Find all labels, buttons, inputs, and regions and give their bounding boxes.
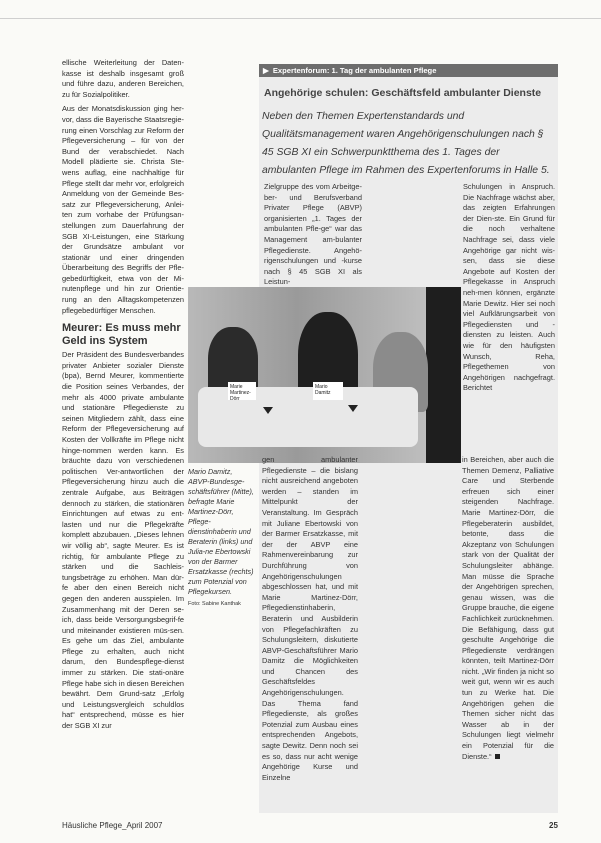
article-lead: Neben den Themen Expertenstandards und Qualitätsmanagement waren Angehörigenschulungen nach § 45 SGB XI ein Schwerpunktthema des 1. Tages der ambulanten Pflege im Rahmen des Expertenforums in Halle 5.	[262, 111, 550, 176]
footer-publication: Häusliche Pflege_April 2007	[62, 821, 163, 830]
left-paragraph-2: Aus der Monatsdiskussion ging her-vor, dass die Bayerische Staatsregie-rung einen Vorschlag zur Reform der Pflegeversicherung – für von der Bund der verabschiedet. Nach Modell plädierte sie. Christa Ste-wens auflag, eine nachhaltige für Pflege stellt dar mehr vor, erfolgreich Anmeldung von der Gemeinde Bes-satz zur Pflegeversicherung, Anlei-ten zum vorhabe der Prüfungsan-stellungen zum Dauerfahrung der SGB XI-Leistungen, eine Stärkung der Grundsätze ambulant vor stationär und einer dringenden Überarbeitung des Begriffs der Pfle-gebedürftigkeit, etwa von der Mi-nutenpflege und hin zur Orientie-rung an den Alltagskompetenzen pflegebedürftiger Menschen.	[62, 104, 185, 315]
photo-credit: Foto: Sabine Kanthak	[188, 601, 241, 607]
end-mark-icon	[495, 754, 500, 759]
article-headline: Angehörige schulen: Geschäftsfeld ambulanter Dienste	[264, 87, 542, 99]
caption-text: Mario Damitz, ABVP-Bundesge-schäftsführer (Mitte), befragte Marie Martinez-Dörr, Pflege-dienstinhaberin und Beraterin (links) und Julia-ne Ebertowski von der Barmer Ersatzkasse (rechts) zum Potenzial von Pflegekursen.	[188, 467, 254, 596]
article-column-1-top: Zielgruppe des vom Arbeitge-ber- und Berufsverband Privater Pflege (ABVP) organisierten „1. Tages der ambulanten Pfle-ge“ war das Management am-bulanter Pflegedienste. Angehö-rigenschulungen und -kurse nach § 45 SGB XI als Leistun-	[264, 182, 362, 287]
logo-triangle-icon	[263, 407, 273, 414]
article-column-3-bottom-text: in Bereichen, aber auch die Themen Demenz, Palliative Care und Sterbende erfreuen sich einer steigenden Nachfrage. Marie Martinez-Dörr, die Pflegeberaterin ausbildet, betonte, dass die Akzeptanz von Schulungen stark von der Qualität der Schulungsleiter abhänge. Man müsse die Sprache der Angehörigen sprechen, genau wissen, was die Gruppe brauche, die eigene Fachlichkeit zurücknehmen. Die Befähigung, dass gut geschulte Angehörige die Pflegedienste verdrängen könnten, teilt Martinez-Dörr nicht. „Wir finden ja nicht so weit gut, wenn wir es auch tun zu Werke hat. Die Angehörigen gehen die Themen sicher nicht das Wasser ab in der Schulungen liegt vielmehr ein Potenzial für die Dienste.“	[462, 455, 554, 761]
section-tag-bar	[259, 64, 558, 77]
name-card-left: Marie Martinez-Dörr	[228, 382, 256, 400]
section-tag-text: Expertenforum: 1. Tag der ambulanten Pflege	[272, 66, 437, 75]
article-column-3-bottom	[462, 455, 554, 762]
article-column-3-top: Schulungen in Anspruch. Die Nachfrage wächst aber, das zeigten Erfahrungen der Dien-ste. Ein Grund für die noch verhaltene Nachfrage sei, dass viele Angehörige gar nicht wis-sen, dass sie diese Angebote auf Kosten der Pflegekasse in Anspruch neh-men können, ergänzte Marie Dewitz. Hier sei noch viel Aufklärungsarbeit von Pflegediensten und -diensten zu leisten. Auch wie für den häufigsten Wunsch, Reha, Pflegethemen von Angehörigen nachgefragt. Berichtet	[463, 182, 555, 393]
photo-caption	[188, 467, 254, 609]
photo-banner	[426, 287, 461, 463]
name-card-middle: Mario Damitz	[313, 382, 343, 400]
left-section-heading: Meurer: Es muss mehr Geld ins System	[62, 322, 181, 348]
play-arrow-icon: ▶	[263, 66, 269, 75]
event-photo	[188, 287, 461, 463]
left-column	[62, 58, 184, 736]
article-column-1-bottom: gen ambulanter Pflegedienste – die bislang nicht ausreichend angeboten werden – standen im Mittelpunkt der Veranstaltung. Im Gespräch mit Juliane Ebertowski von der Barmer Ersatzkasse, mit der der ABVP eine Rahmenvereinbarung zur Durchführung von Angehörigenschulungen abgeschlossen hat, und mit Marie Martinez-Dörr, Pflegedienstinhaberin, Beraterin und Ausbilderin von Pflegefachkräften zu Schulungsleitern, diskutierte ABVP-Geschäftsführer Mario Damitz die Möglichkeiten und Chancen des Geschäftsfeldes Angehörigenschulungen. Das Thema fand Pflegedienste, als großes Potenzial zum Ausbau eines entsprechenden Angebots, sagte Dewitz. Denn noch sei es so, dass nur acht wenige Angehörige Kurse und Einzelne	[262, 455, 358, 782]
left-paragraph-1: ellische Weiterleitung der Daten-kasse ist deshalb insgesamt groß und führe dazu, anderen Bereichen, zu für Sozialpolitiker.	[62, 58, 184, 99]
top-rule	[0, 18, 601, 19]
logo-triangle-icon	[348, 405, 358, 412]
left-paragraph-3: Der Präsident des Bundesverbandes privater Anbieter sozialer Dienste (bpa), Bernd Meurer, kommentierte die Position seines Verbandes, der mehr als 4000 private ambulante und stationäre Pflegedienste zu seinen Mitgliedern zählt, dass eine Reform der Pflegeversicherung auf Kosten der Vollkräfte im Pflege nicht hinge-nommen werden kann. Es bräuchte dazu von verschiedenen politischen Ver-antwortlichen der Pflegeversicherung hinzu auch die zentrale Aufgabe, aus Beiträgen dennoch zu stärken, die stationären Einrichtungen auf etwas zu ent-lasten und nur die Pflegekräfte komplett abzubauen. „Dieses lehnen wir völlig ab“, sagte Meurer. Es ist richtig, für ambulante Pflege zu stärken und die Sachleis-tungsbeträge zu erhöhen. Man dür-fe aber den einen Bereich nicht gegen den anderen ausspielen. Im Zusammenhang mit der Deren se-ich, dass beide Versorgungsbegrif-fe und miteinander existieren müs-sen. Es gehe um das Ziel, ambulante Pflege zu erhalten, auch nicht darum, den Bundespflege-dienst immer zu stärken. Die stati-onäre Pflege habe sich in diesen Bereichen bewährt. Dem Grund-satz „Erfolg und Leistungsvergleich schuldlos hat“ entsprechend, müsse es hier der SGB XI zur	[62, 350, 184, 731]
page-number: 25	[549, 821, 558, 830]
